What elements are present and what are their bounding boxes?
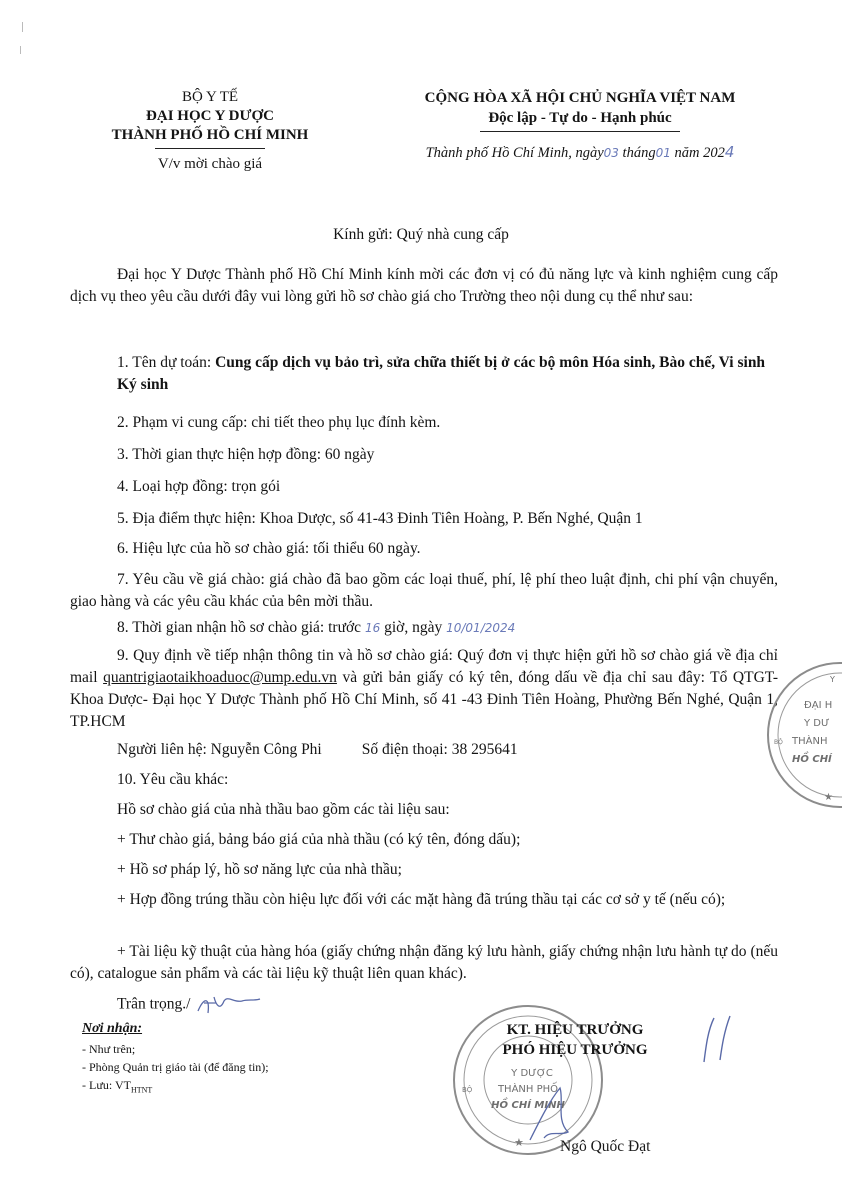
item-4: 4. Loại hợp đồng: trọn gói <box>117 478 281 495</box>
recipient-3 <box>82 1076 382 1099</box>
edge-stamp-line-4: THÀNH <box>792 736 828 747</box>
item-9-text-2: và gửi bản giấy có ký tên, đóng dấu về địa chỉ sau đây: Tổ QTGT- Khoa Dược- Đại học Y Dược Thành phố Hồ Chí Minh, số 41 -43 Đinh Tiên Hoàng, Phường Bến Nghé, Quận 1, TP.HCM <box>70 669 778 730</box>
date-month: 01 <box>655 146 671 160</box>
date-prefix: Thành phố Hồ Chí Minh, ngày <box>425 145 604 161</box>
item-1-title: Cung cấp dịch vụ bảo trì, sửa chữa thiết bị ở các bộ môn Hóa sinh, Bào chế, Vi sinh Ký sinh <box>117 354 766 393</box>
stamp-line-3: HỒ CHÍ MINH <box>491 1100 565 1111</box>
recipients-block <box>82 1020 382 1099</box>
recipient-1: - Như trên; <box>82 1042 136 1056</box>
month-label: tháng <box>622 145 656 161</box>
item-2: 2. Phạm vi cung cấp: chi tiết theo phụ lục đính kèm. <box>117 414 441 431</box>
item-9-text-1: 9. Quy định về tiếp nhận thông tin và hồ sơ chào giá: Quý đơn vị thực hiện gửi hồ sơ chào giá về địa chỉ mail <box>70 647 778 686</box>
contact-person: Người liên hệ: Nguyễn Công Phi <box>117 741 322 758</box>
item-10: 10. Yêu cầu khác: <box>117 771 229 788</box>
nation-title: CỘNG HÒA XÃ HỘI CHỦ NGHĨA VIỆT NAM <box>424 90 736 106</box>
scan-mark <box>20 46 21 54</box>
initials-scribble <box>194 993 264 1017</box>
signer-title: PHÓ HIỆU TRƯỞNG <box>502 1042 648 1058</box>
contact-line <box>117 739 717 761</box>
stamp-star-icon: ★ <box>514 1136 524 1149</box>
stamp-side-text: BỘ <box>462 1086 473 1094</box>
university-name: ĐẠI HỌC Y DƯỢC <box>146 108 274 124</box>
national-block <box>380 88 780 163</box>
item-1-prefix: 1. Tên dự toán: <box>117 354 216 371</box>
email-link[interactable]: quantrigiaotaikhoaduoc@ump.edu.vn <box>103 669 337 686</box>
requirement-1: + Thư chào giá, bảng báo giá của nhà thầu (có ký tên, đóng dấu); <box>117 831 521 848</box>
year-label: năm 202 <box>674 145 725 161</box>
scan-mark <box>22 22 23 32</box>
recipient-3-text: - Lưu: VT <box>82 1078 131 1092</box>
edge-stamp-line-2: ĐẠI H <box>804 700 833 711</box>
signer-authority: KT. HIỆU TRƯỞNG <box>506 1022 644 1038</box>
date-day: 03 <box>603 146 619 160</box>
intro-paragraph: Đại học Y Dược Thành phố Hồ Chí Minh kính mời các đơn vị có đủ năng lực và kinh nghiệm cung cấp dịch vụ theo yêu cầu dưới đây vui lòng gửi hồ sơ chào giá cho Trường theo nội dung cụ thể như sau: <box>70 266 778 305</box>
issuer-block <box>70 88 350 174</box>
university-city: THÀNH PHỐ HỒ CHÍ MINH <box>111 127 309 143</box>
item-1 <box>117 352 778 396</box>
document-subject: V/v mời chào giá <box>157 156 263 172</box>
ministry-name: BỘ Y TẾ <box>181 89 239 105</box>
edge-stamp-line-5: HỒ CHÍ <box>792 754 832 765</box>
edge-stamp-side: BỘ <box>774 739 783 746</box>
signer-name: Ngô Quốc Đạt <box>560 1138 651 1155</box>
contact-phone: Số điện thoại: 38 295641 <box>361 741 518 758</box>
stamp-line-1: Y DƯỢC <box>511 1068 553 1079</box>
recipient-3-subscript: HTNT <box>130 1085 153 1095</box>
closing-text: Trân trọng./ <box>117 995 191 1013</box>
addressee: Kính gửi: Quý nhà cung cấp <box>333 226 509 243</box>
item-9 <box>70 645 778 733</box>
motto-underline <box>480 131 680 132</box>
item-8-prefix: 8. Thời gian nhận hồ sơ chào giá: trước <box>117 619 365 636</box>
edge-stamp-line-1: Y <box>830 675 835 684</box>
deadline-date: 10/01/2024 <box>446 621 516 635</box>
item-8 <box>117 617 778 639</box>
closing <box>117 993 264 1017</box>
item-5: 5. Địa điểm thực hiện: Khoa Dược, số 41-43 Đinh Tiên Hoàng, P. Bến Nghé, Quận 1 <box>117 510 643 527</box>
requirement-3: + Hợp đồng trúng thầu còn hiệu lực đối với các mặt hàng đã trúng thầu tại các cơ sở y tế (nếu có); <box>117 891 726 908</box>
edge-stamp <box>752 660 842 810</box>
recipients-title: Nơi nhận: <box>82 1021 143 1036</box>
national-motto: Độc lập - Tự do - Hạnh phúc <box>488 110 672 126</box>
item-3: 3. Thời gian thực hiện hợp đồng: 60 ngày <box>117 446 375 463</box>
deadline-hour: 16 <box>364 621 381 635</box>
edge-stamp-star-icon: ★ <box>824 792 833 803</box>
signature-block <box>470 1020 680 1060</box>
item-6: 6. Hiệu lực của hồ sơ chào giá: tối thiểu 60 ngày. <box>117 540 421 557</box>
recipient-2: - Phòng Quản trị giáo tài (để đăng tin); <box>82 1060 269 1074</box>
requirements-intro: Hồ sơ chào giá của nhà thầu bao gồm các tài liệu sau: <box>117 801 450 818</box>
requirement-2: + Hồ sơ pháp lý, hồ sơ năng lực của nhà thầu; <box>117 861 402 878</box>
edge-stamp-line-3: Y DƯ <box>804 718 830 729</box>
issuer-underline <box>155 148 265 149</box>
document-date <box>380 142 780 163</box>
item-7: 7. Yêu cầu về giá chào: giá chào đã bao gồm các loại thuế, phí, lệ phí theo luật định, chi phí vận chuyển, giao hàng và các yêu cầu khác của bên mời thầu. <box>70 571 778 610</box>
requirement-4: + Tài liệu kỹ thuật của hàng hóa (giấy chứng nhận đăng ký lưu hành, giấy chứng nhận lưu hành tự do (nếu có), catalogue sản phẩm và các tài liệu kỹ thuật liên quan khác). <box>70 943 778 982</box>
stamp-line-2: THÀNH PHỐ <box>497 1084 559 1095</box>
item-8-middle: giờ, ngày <box>380 619 447 636</box>
date-year-digit: 4 <box>724 143 735 161</box>
signature-mark <box>690 1010 740 1070</box>
